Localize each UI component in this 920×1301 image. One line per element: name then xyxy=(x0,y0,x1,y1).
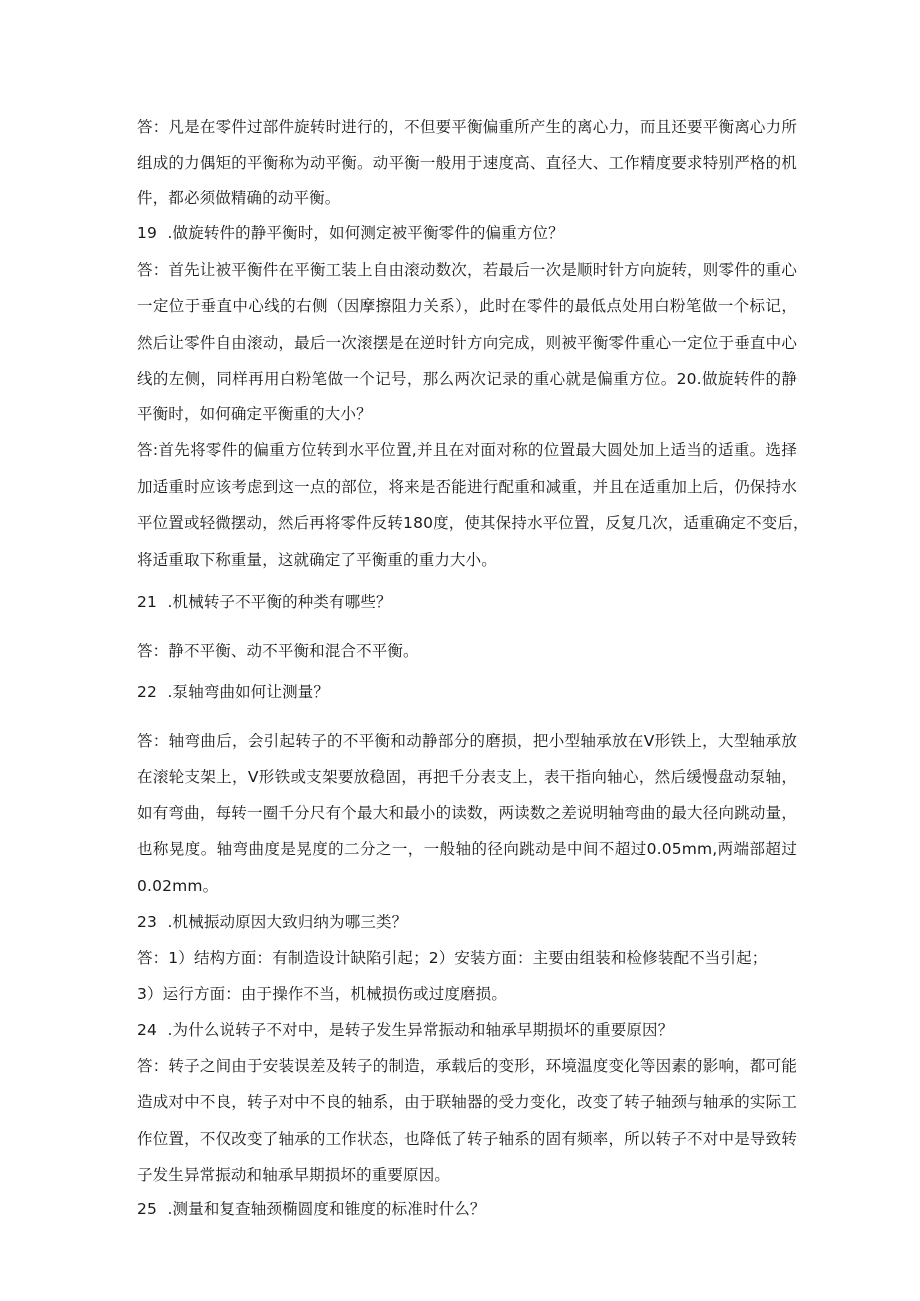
question-21: 21 .机械转子不平衡的种类有哪些？ xyxy=(137,593,392,611)
text-line: 答:首先将零件的偏重方位转到水平位置,并且在对面对称的位置最大圆处加上适当的适重。选择 xyxy=(137,441,797,459)
text-line: 3）运行方面：由于操作不当，机械损伤或过度磨损。 xyxy=(137,985,507,1003)
text-line: 平衡时，如何确定平衡重的大小？ xyxy=(137,405,372,423)
text-line: 在滚轮支架上，V形铁或支架要放稳固，再把千分表支上，表干指向轴心，然后缓慢盘动泵轴， xyxy=(137,768,797,786)
question-24: 24 .为什么说转子不对中，是转子发生异常振动和轴承早期损坏的重要原因？ xyxy=(137,1021,674,1039)
text-line: 平位置或轻微摆动，然后再将零件反转180度，使其保持水平位置，反复几次，适重确定不变后， xyxy=(137,514,809,532)
text-line: 也称晃度。轴弯曲度是晃度的二分之一，一般轴的径向跳动是中间不超过0.05mm,两端部超过 xyxy=(137,840,797,858)
text-line: 作位置，不仅改变了轴承的工作状态，也降低了转子轴系的固有频率，所以转子不对中是导致转 xyxy=(137,1130,797,1148)
text-line: 答：静不平衡、动不平衡和混合不平衡。 xyxy=(137,642,419,660)
text-line: 子发生异常振动和轴承早期损坏的重要原因。 xyxy=(137,1166,451,1184)
text-line: 如有弯曲，每转一圈千分尺有个最大和最小的读数，两读数之差说明轴弯曲的最大径向跳动量， xyxy=(137,804,797,822)
text-line: 加适重时应该考虑到这一点的部位，将来是否能进行配重和减重，并且在适重加上后，仍保持水 xyxy=(137,478,797,496)
text-line: 答：首先让被平衡件在平衡工装上自由滚动数次，若最后一次是顺时针方向旋转，则零件的重心 xyxy=(137,261,797,279)
text-line: 将适重取下称重量，这就确定了平衡重的重力大小。 xyxy=(137,551,497,569)
text-line: 线的左侧，同样再用白粉笔做一个记号，那么两次记录的重心就是偏重方位。20.做旋转件的静 xyxy=(137,370,797,388)
text-line: 答：轴弯曲后，会引起转子的不平衡和动静部分的磨损，把小型轴承放在V形铁上，大型轴承放 xyxy=(137,732,797,750)
text-line: 答：凡是在零件过部件旋转时进行的，不但要平衡偏重所产生的离心力，而且还要平衡离心力所 xyxy=(137,118,797,136)
question-19: 19 .做旋转件的静平衡时，如何测定被平衡零件的偏重方位？ xyxy=(137,224,564,242)
text-line: 一定位于垂直中心线的右侧（因摩擦阻力关系），此时在零件的最低点处用白粉笔做一个标记， xyxy=(137,297,797,315)
text-line: 答：转子之间由于安装误差及转子的制造，承载后的变形，环境温度变化等因素的影响，都可能 xyxy=(137,1057,797,1075)
question-25: 25 .测量和复查轴颈椭圆度和锥度的标准时什么？ xyxy=(137,1200,486,1218)
text-line: 然后让零件自由滚动，最后一次滚摆是在逆时针方向完成，则被平衡零件重心一定位于垂直中心 xyxy=(137,334,797,352)
text-line: 组成的力偶矩的平衡称为动平衡。动平衡一般用于速度高、直径大、工作精度要求特别严格的机 xyxy=(137,154,797,172)
text-line: 答：1）结构方面：有制造设计缺陷引起；2）安装方面：主要由组装和检修装配不当引起； xyxy=(137,949,768,967)
text-line: 造成对中不良，转子对中不良的轴系，由于联轴器的受力变化，改变了转子轴颈与轴承的实际工 xyxy=(137,1093,797,1111)
text-line: 件，都必须做精确的动平衡。 xyxy=(137,189,341,207)
question-23: 23 .机械振动原因大致归纳为哪三类？ xyxy=(137,913,408,931)
question-22: 22 .泵轴弯曲如何让测量？ xyxy=(137,683,330,701)
text-line: 0.02mm。 xyxy=(137,877,219,895)
